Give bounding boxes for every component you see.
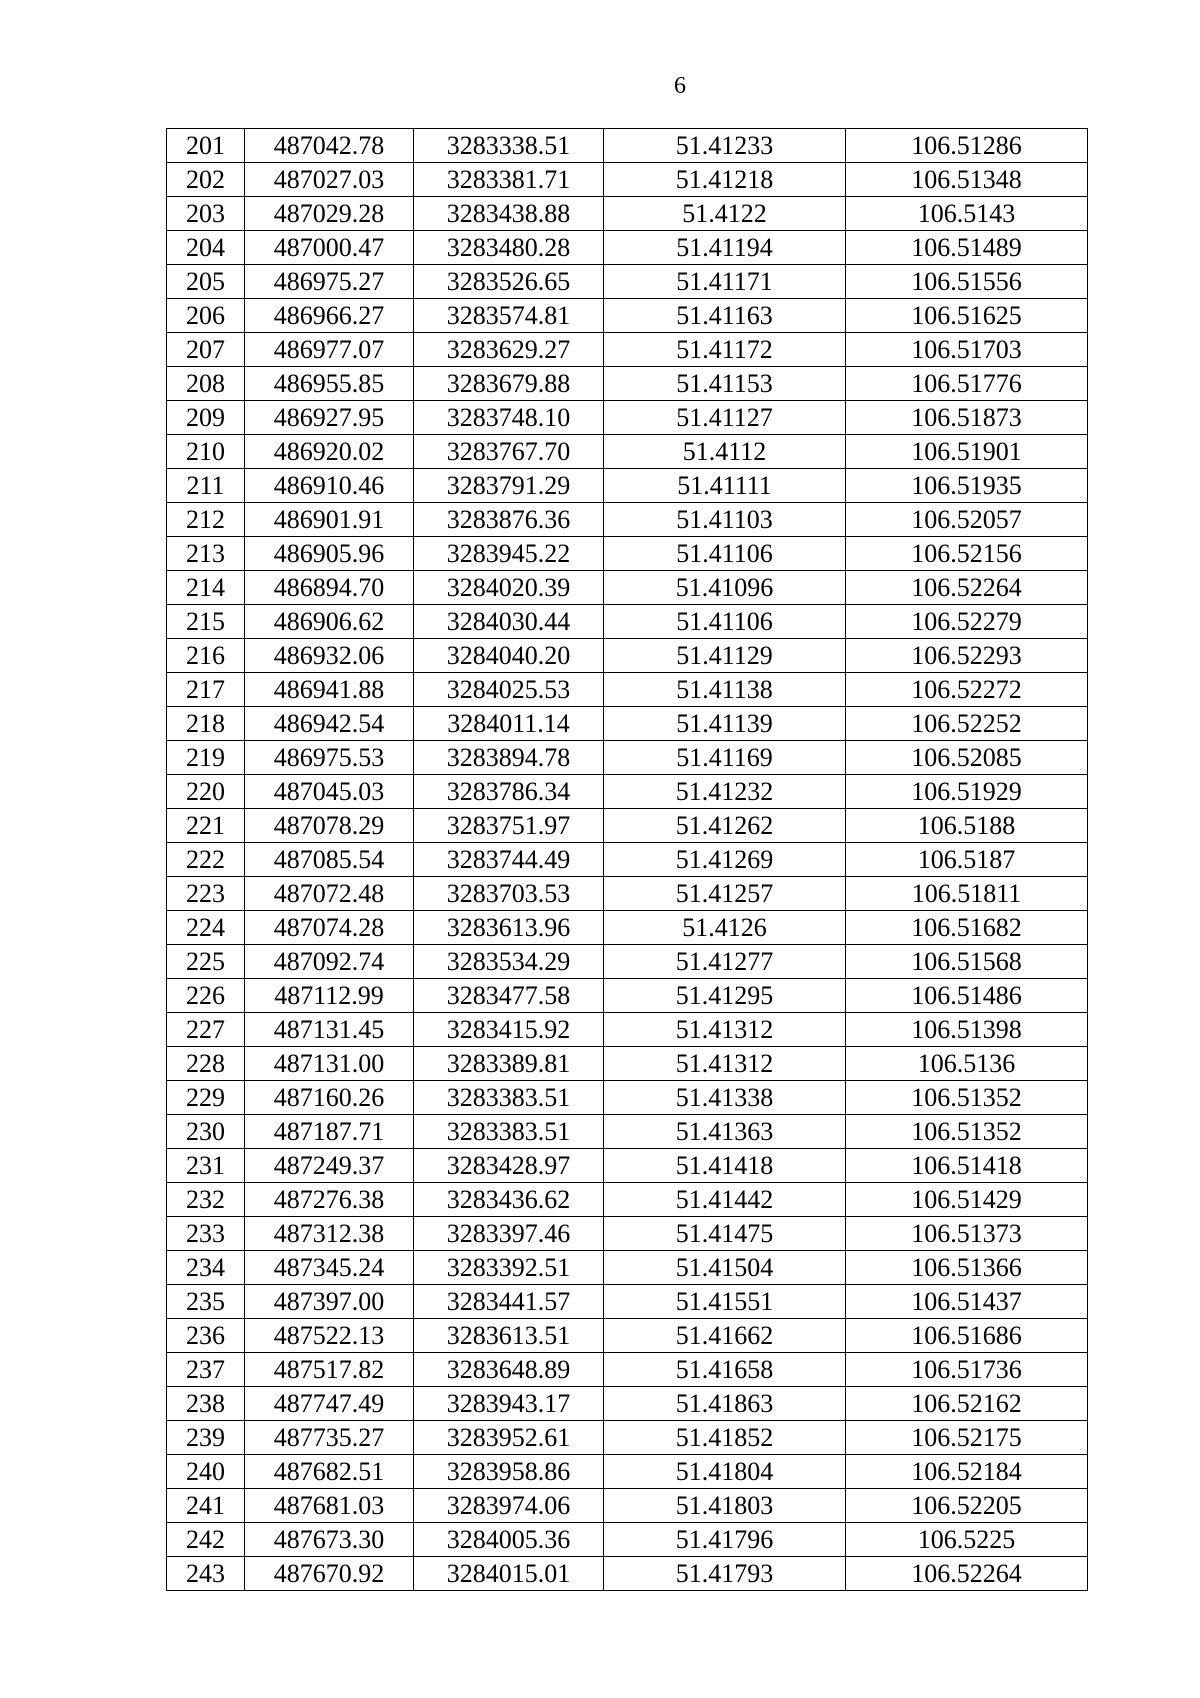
latitude-cell: 51.41475	[604, 1217, 846, 1251]
latitude-cell: 51.4126	[604, 911, 846, 945]
y-coordinate-cell: 3283744.49	[414, 843, 604, 877]
table-row	[167, 1387, 1088, 1421]
y-coordinate-cell: 3283943.17	[414, 1387, 604, 1421]
table-row	[167, 843, 1088, 877]
y-coordinate-cell: 3283613.51	[414, 1319, 604, 1353]
table-row	[167, 197, 1088, 231]
point-number-cell: 236	[167, 1319, 245, 1353]
x-coordinate-cell: 486894.70	[245, 571, 414, 605]
longitude-cell: 106.52205	[846, 1489, 1088, 1523]
longitude-cell: 106.51703	[846, 333, 1088, 367]
y-coordinate-cell: 3283876.36	[414, 503, 604, 537]
y-coordinate-cell: 3284011.14	[414, 707, 604, 741]
y-coordinate-cell: 3283415.92	[414, 1013, 604, 1047]
latitude-cell: 51.41338	[604, 1081, 846, 1115]
point-number-cell: 211	[167, 469, 245, 503]
longitude-cell: 106.52057	[846, 503, 1088, 537]
longitude-cell: 106.52293	[846, 639, 1088, 673]
x-coordinate-cell: 486910.46	[245, 469, 414, 503]
y-coordinate-cell: 3283477.58	[414, 979, 604, 1013]
x-coordinate-cell: 487345.24	[245, 1251, 414, 1285]
table-row	[167, 1523, 1088, 1557]
latitude-cell: 51.41793	[604, 1557, 846, 1591]
point-number-cell: 230	[167, 1115, 245, 1149]
y-coordinate-cell: 3283480.28	[414, 231, 604, 265]
x-coordinate-cell: 487160.26	[245, 1081, 414, 1115]
latitude-cell: 51.41312	[604, 1047, 846, 1081]
table-row	[167, 1353, 1088, 1387]
latitude-cell: 51.41551	[604, 1285, 846, 1319]
latitude-cell: 51.41139	[604, 707, 846, 741]
longitude-cell: 106.52175	[846, 1421, 1088, 1455]
longitude-cell: 106.52279	[846, 605, 1088, 639]
longitude-cell: 106.52272	[846, 673, 1088, 707]
latitude-cell: 51.41111	[604, 469, 846, 503]
y-coordinate-cell: 3284030.44	[414, 605, 604, 639]
latitude-cell: 51.41852	[604, 1421, 846, 1455]
x-coordinate-cell: 487276.38	[245, 1183, 414, 1217]
point-number-cell: 207	[167, 333, 245, 367]
x-coordinate-cell: 487312.38	[245, 1217, 414, 1251]
y-coordinate-cell: 3283648.89	[414, 1353, 604, 1387]
table-row	[167, 741, 1088, 775]
point-number-cell: 220	[167, 775, 245, 809]
table-row	[167, 367, 1088, 401]
point-number-cell: 235	[167, 1285, 245, 1319]
point-number-cell: 228	[167, 1047, 245, 1081]
table-row	[167, 945, 1088, 979]
y-coordinate-cell: 3283958.86	[414, 1455, 604, 1489]
table-row	[167, 129, 1088, 163]
y-coordinate-cell: 3283428.97	[414, 1149, 604, 1183]
latitude-cell: 51.41153	[604, 367, 846, 401]
y-coordinate-cell: 3283945.22	[414, 537, 604, 571]
y-coordinate-cell: 3284040.20	[414, 639, 604, 673]
longitude-cell: 106.51398	[846, 1013, 1088, 1047]
x-coordinate-cell: 487131.45	[245, 1013, 414, 1047]
x-coordinate-cell: 486977.07	[245, 333, 414, 367]
table-row	[167, 673, 1088, 707]
point-number-cell: 219	[167, 741, 245, 775]
latitude-cell: 51.41096	[604, 571, 846, 605]
point-number-cell: 227	[167, 1013, 245, 1047]
latitude-cell: 51.41127	[604, 401, 846, 435]
x-coordinate-cell: 486955.85	[245, 367, 414, 401]
x-coordinate-cell: 487042.78	[245, 129, 414, 163]
point-number-cell: 206	[167, 299, 245, 333]
table-row	[167, 333, 1088, 367]
x-coordinate-cell: 487670.92	[245, 1557, 414, 1591]
y-coordinate-cell: 3283436.62	[414, 1183, 604, 1217]
longitude-cell: 106.51686	[846, 1319, 1088, 1353]
longitude-cell: 106.51556	[846, 265, 1088, 299]
x-coordinate-cell: 487072.48	[245, 877, 414, 911]
table-row	[167, 231, 1088, 265]
x-coordinate-cell: 487092.74	[245, 945, 414, 979]
latitude-cell: 51.41262	[604, 809, 846, 843]
y-coordinate-cell: 3283791.29	[414, 469, 604, 503]
table-row	[167, 1013, 1088, 1047]
latitude-cell: 51.41163	[604, 299, 846, 333]
table-row	[167, 265, 1088, 299]
x-coordinate-cell: 486975.27	[245, 265, 414, 299]
latitude-cell: 51.4122	[604, 197, 846, 231]
y-coordinate-cell: 3283952.61	[414, 1421, 604, 1455]
x-coordinate-cell: 487029.28	[245, 197, 414, 231]
x-coordinate-cell: 487682.51	[245, 1455, 414, 1489]
y-coordinate-cell: 3283383.51	[414, 1115, 604, 1149]
table-row	[167, 1115, 1088, 1149]
point-number-cell: 201	[167, 129, 245, 163]
longitude-cell: 106.52162	[846, 1387, 1088, 1421]
latitude-cell: 51.41277	[604, 945, 846, 979]
point-number-cell: 213	[167, 537, 245, 571]
y-coordinate-cell: 3284005.36	[414, 1523, 604, 1557]
coordinates-table	[166, 128, 1088, 1591]
table-row	[167, 877, 1088, 911]
table-row	[167, 571, 1088, 605]
point-number-cell: 210	[167, 435, 245, 469]
latitude-cell: 51.41171	[604, 265, 846, 299]
table-row	[167, 605, 1088, 639]
y-coordinate-cell: 3283894.78	[414, 741, 604, 775]
longitude-cell: 106.51929	[846, 775, 1088, 809]
latitude-cell: 51.41658	[604, 1353, 846, 1387]
x-coordinate-cell: 487027.03	[245, 163, 414, 197]
point-number-cell: 223	[167, 877, 245, 911]
y-coordinate-cell: 3283397.46	[414, 1217, 604, 1251]
x-coordinate-cell: 487085.54	[245, 843, 414, 877]
longitude-cell: 106.51901	[846, 435, 1088, 469]
table-row	[167, 1455, 1088, 1489]
point-number-cell: 202	[167, 163, 245, 197]
latitude-cell: 51.41257	[604, 877, 846, 911]
table-row	[167, 979, 1088, 1013]
y-coordinate-cell: 3283389.81	[414, 1047, 604, 1081]
point-number-cell: 242	[167, 1523, 245, 1557]
y-coordinate-cell: 3283392.51	[414, 1251, 604, 1285]
longitude-cell: 106.51437	[846, 1285, 1088, 1319]
table-row	[167, 1421, 1088, 1455]
y-coordinate-cell: 3283613.96	[414, 911, 604, 945]
y-coordinate-cell: 3283629.27	[414, 333, 604, 367]
table-row	[167, 503, 1088, 537]
table-row	[167, 537, 1088, 571]
longitude-cell: 106.51373	[846, 1217, 1088, 1251]
latitude-cell: 51.41106	[604, 537, 846, 571]
longitude-cell: 106.5187	[846, 843, 1088, 877]
table-row	[167, 1489, 1088, 1523]
x-coordinate-cell: 486942.54	[245, 707, 414, 741]
point-number-cell: 240	[167, 1455, 245, 1489]
point-number-cell: 204	[167, 231, 245, 265]
table-row	[167, 639, 1088, 673]
longitude-cell: 106.51776	[846, 367, 1088, 401]
x-coordinate-cell: 487747.49	[245, 1387, 414, 1421]
longitude-cell: 106.52252	[846, 707, 1088, 741]
table-row	[167, 809, 1088, 843]
latitude-cell: 51.41232	[604, 775, 846, 809]
point-number-cell: 224	[167, 911, 245, 945]
y-coordinate-cell: 3283703.53	[414, 877, 604, 911]
latitude-cell: 51.41218	[604, 163, 846, 197]
latitude-cell: 51.41442	[604, 1183, 846, 1217]
y-coordinate-cell: 3283338.51	[414, 129, 604, 163]
longitude-cell: 106.51486	[846, 979, 1088, 1013]
latitude-cell: 51.41363	[604, 1115, 846, 1149]
x-coordinate-cell: 487681.03	[245, 1489, 414, 1523]
point-number-cell: 231	[167, 1149, 245, 1183]
table-row	[167, 1217, 1088, 1251]
point-number-cell: 221	[167, 809, 245, 843]
table-row	[167, 1149, 1088, 1183]
y-coordinate-cell: 3283441.57	[414, 1285, 604, 1319]
x-coordinate-cell: 487078.29	[245, 809, 414, 843]
point-number-cell: 222	[167, 843, 245, 877]
y-coordinate-cell: 3283574.81	[414, 299, 604, 333]
table-row	[167, 299, 1088, 333]
y-coordinate-cell: 3283786.34	[414, 775, 604, 809]
latitude-cell: 51.41796	[604, 1523, 846, 1557]
point-number-cell: 208	[167, 367, 245, 401]
latitude-cell: 51.41295	[604, 979, 846, 1013]
longitude-cell: 106.5143	[846, 197, 1088, 231]
y-coordinate-cell: 3283679.88	[414, 367, 604, 401]
longitude-cell: 106.5188	[846, 809, 1088, 843]
x-coordinate-cell: 487522.13	[245, 1319, 414, 1353]
x-coordinate-cell: 486941.88	[245, 673, 414, 707]
x-coordinate-cell: 486906.62	[245, 605, 414, 639]
point-number-cell: 215	[167, 605, 245, 639]
longitude-cell: 106.51736	[846, 1353, 1088, 1387]
point-number-cell: 225	[167, 945, 245, 979]
y-coordinate-cell: 3283381.71	[414, 163, 604, 197]
y-coordinate-cell: 3283751.97	[414, 809, 604, 843]
x-coordinate-cell: 487074.28	[245, 911, 414, 945]
point-number-cell: 205	[167, 265, 245, 299]
latitude-cell: 51.41269	[604, 843, 846, 877]
table-row	[167, 1183, 1088, 1217]
point-number-cell: 243	[167, 1557, 245, 1591]
x-coordinate-cell: 486927.95	[245, 401, 414, 435]
table-row	[167, 1319, 1088, 1353]
x-coordinate-cell: 487131.00	[245, 1047, 414, 1081]
coordinates-table-body	[167, 129, 1088, 1591]
table-row	[167, 911, 1088, 945]
x-coordinate-cell: 486966.27	[245, 299, 414, 333]
table-row	[167, 707, 1088, 741]
latitude-cell: 51.41662	[604, 1319, 846, 1353]
longitude-cell: 106.52264	[846, 1557, 1088, 1591]
x-coordinate-cell: 486905.96	[245, 537, 414, 571]
longitude-cell: 106.51286	[846, 129, 1088, 163]
longitude-cell: 106.52085	[846, 741, 1088, 775]
table-row	[167, 1251, 1088, 1285]
latitude-cell: 51.41504	[604, 1251, 846, 1285]
y-coordinate-cell: 3284015.01	[414, 1557, 604, 1591]
y-coordinate-cell: 3283974.06	[414, 1489, 604, 1523]
longitude-cell: 106.51625	[846, 299, 1088, 333]
x-coordinate-cell: 486932.06	[245, 639, 414, 673]
table-row	[167, 469, 1088, 503]
latitude-cell: 51.41418	[604, 1149, 846, 1183]
point-number-cell: 234	[167, 1251, 245, 1285]
longitude-cell: 106.51418	[846, 1149, 1088, 1183]
table-row	[167, 163, 1088, 197]
latitude-cell: 51.41803	[604, 1489, 846, 1523]
point-number-cell: 233	[167, 1217, 245, 1251]
longitude-cell: 106.51348	[846, 163, 1088, 197]
latitude-cell: 51.41172	[604, 333, 846, 367]
point-number-cell: 217	[167, 673, 245, 707]
table-row	[167, 1081, 1088, 1115]
longitude-cell: 106.51682	[846, 911, 1088, 945]
latitude-cell: 51.4112	[604, 435, 846, 469]
longitude-cell: 106.52156	[846, 537, 1088, 571]
latitude-cell: 51.41312	[604, 1013, 846, 1047]
latitude-cell: 51.41169	[604, 741, 846, 775]
point-number-cell: 241	[167, 1489, 245, 1523]
longitude-cell: 106.51352	[846, 1115, 1088, 1149]
x-coordinate-cell: 486901.91	[245, 503, 414, 537]
y-coordinate-cell: 3284025.53	[414, 673, 604, 707]
table-row	[167, 401, 1088, 435]
point-number-cell: 203	[167, 197, 245, 231]
table-row	[167, 775, 1088, 809]
latitude-cell: 51.41103	[604, 503, 846, 537]
longitude-cell: 106.52264	[846, 571, 1088, 605]
table-row	[167, 1285, 1088, 1319]
y-coordinate-cell: 3283534.29	[414, 945, 604, 979]
x-coordinate-cell: 486975.53	[245, 741, 414, 775]
latitude-cell: 51.41138	[604, 673, 846, 707]
longitude-cell: 106.51811	[846, 877, 1088, 911]
y-coordinate-cell: 3283526.65	[414, 265, 604, 299]
latitude-cell: 51.41233	[604, 129, 846, 163]
longitude-cell: 106.5225	[846, 1523, 1088, 1557]
x-coordinate-cell: 487000.47	[245, 231, 414, 265]
latitude-cell: 51.41863	[604, 1387, 846, 1421]
page-number: 6	[674, 73, 686, 99]
latitude-cell: 51.41106	[604, 605, 846, 639]
y-coordinate-cell: 3283438.88	[414, 197, 604, 231]
x-coordinate-cell: 487187.71	[245, 1115, 414, 1149]
latitude-cell: 51.41804	[604, 1455, 846, 1489]
table-row	[167, 1047, 1088, 1081]
point-number-cell: 216	[167, 639, 245, 673]
y-coordinate-cell: 3283767.70	[414, 435, 604, 469]
x-coordinate-cell: 487045.03	[245, 775, 414, 809]
longitude-cell: 106.52184	[846, 1455, 1088, 1489]
point-number-cell: 218	[167, 707, 245, 741]
point-number-cell: 239	[167, 1421, 245, 1455]
longitude-cell: 106.51873	[846, 401, 1088, 435]
table-row	[167, 435, 1088, 469]
longitude-cell: 106.5136	[846, 1047, 1088, 1081]
point-number-cell: 212	[167, 503, 245, 537]
table-row	[167, 1557, 1088, 1591]
point-number-cell: 229	[167, 1081, 245, 1115]
x-coordinate-cell: 487112.99	[245, 979, 414, 1013]
point-number-cell: 238	[167, 1387, 245, 1421]
point-number-cell: 226	[167, 979, 245, 1013]
latitude-cell: 51.41194	[604, 231, 846, 265]
y-coordinate-cell: 3284020.39	[414, 571, 604, 605]
longitude-cell: 106.51935	[846, 469, 1088, 503]
longitude-cell: 106.51366	[846, 1251, 1088, 1285]
y-coordinate-cell: 3283748.10	[414, 401, 604, 435]
x-coordinate-cell: 486920.02	[245, 435, 414, 469]
x-coordinate-cell: 487397.00	[245, 1285, 414, 1319]
point-number-cell: 237	[167, 1353, 245, 1387]
x-coordinate-cell: 487735.27	[245, 1421, 414, 1455]
y-coordinate-cell: 3283383.51	[414, 1081, 604, 1115]
longitude-cell: 106.51568	[846, 945, 1088, 979]
point-number-cell: 214	[167, 571, 245, 605]
longitude-cell: 106.51429	[846, 1183, 1088, 1217]
x-coordinate-cell: 487673.30	[245, 1523, 414, 1557]
point-number-cell: 209	[167, 401, 245, 435]
longitude-cell: 106.51489	[846, 231, 1088, 265]
point-number-cell: 232	[167, 1183, 245, 1217]
latitude-cell: 51.41129	[604, 639, 846, 673]
x-coordinate-cell: 487517.82	[245, 1353, 414, 1387]
x-coordinate-cell: 487249.37	[245, 1149, 414, 1183]
longitude-cell: 106.51352	[846, 1081, 1088, 1115]
